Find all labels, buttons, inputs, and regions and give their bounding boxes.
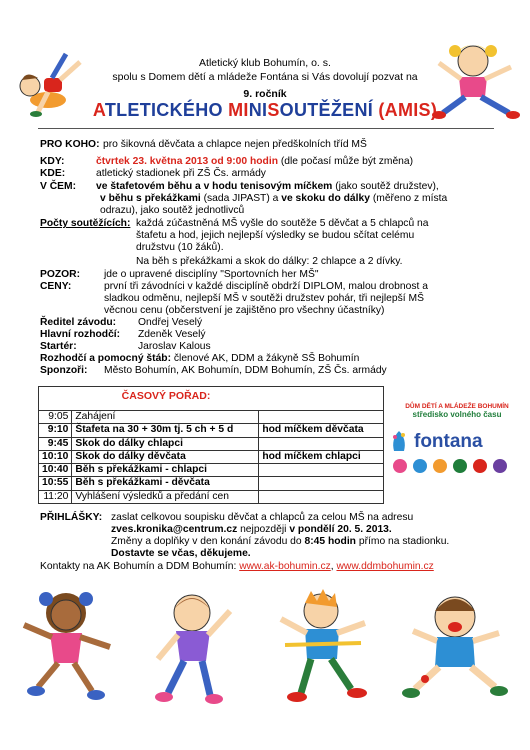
sponzori-text: Město Bohumín, AK Bohumín, DDM Bohumín, ZŠ Čs. armády [104, 365, 387, 376]
schedule-time: 9:45 [39, 437, 72, 450]
schedule-row [39, 464, 384, 477]
event-title [0, 100, 530, 121]
schedule-event: Štafeta na 30 + 30m tj. 5 ch + 5 d [72, 424, 259, 437]
schedule-time: 9:05 [39, 411, 72, 424]
hlavni-name: Zdeněk Veselý [138, 329, 206, 340]
hlavni-label: Hlavní rozhodčí: [40, 329, 121, 340]
title-part: OUTĚŽENÍ [279, 100, 374, 120]
logo-line1: DŮM DĚTÍ A MLÁDEŽE BOHUMÍN [405, 403, 509, 410]
organizer-line: Atletický klub Bohumín, o. s. [199, 57, 331, 69]
date-time: čtvrtek 23. května 2013 od 9:00 hodin [96, 156, 278, 167]
schedule-time: 11:20 [39, 490, 72, 503]
schedule-parallel: hod míčkem chlapci [259, 450, 384, 463]
starter-name: Jaroslav Kalous [138, 341, 211, 352]
schedule-time: 10:10 [39, 450, 72, 463]
schedule-row [39, 437, 384, 450]
logo-brand: fontana [414, 431, 483, 452]
title-part: MI [228, 100, 249, 120]
schedule-table [38, 410, 384, 504]
invite-line: spolu s Domem dětí a mládeže Fontána si Vás dovolují pozvat na [112, 71, 418, 83]
ceny-line3: věcnou cenu (občerstvení je zajištěno pro všechny účastníky) [104, 305, 385, 316]
vcem-line1: ve štafetovém běhu a v hodu tenisovým míčkem (jako soutěž družstev), [96, 181, 439, 192]
vcem-line3: odrazu), jako soutěž jednotlivců [100, 205, 245, 216]
kde-text: atletický stadionek při ZŠ Čs. armády [96, 168, 266, 179]
title-part: A [92, 100, 105, 120]
rozhodci-text: Rozhodčí a pomocný štáb: členové AK, DDM a žákyně SŠ Bohumín [40, 353, 360, 364]
pocty-line1: každá zúčastněná MŠ vyšle do soutěže 5 děvčat a 5 chlapců na [136, 218, 429, 229]
schedule-event: Vyhlášení výsledků a předání cen [72, 490, 259, 503]
title-part: (AMIS) [373, 100, 438, 120]
reditel-name: Ondřej Veselý [138, 317, 203, 328]
schedule-event: Skok do dálky děvčata [72, 450, 259, 463]
jumping-boy-clipart [140, 583, 250, 708]
schedule-event: Skok do dálky chlapci [72, 437, 259, 450]
pocty-line4: Na běh s překážkami a skok do dálky: 2 chlapce a 2 dívky. [136, 256, 403, 267]
vcem-label: V ČEM: [40, 181, 77, 192]
contacts-line: Kontakty na AK Bohumín a DDM Bohumín: www.ak-bohumin.cz, www.ddmbohumin.cz [40, 561, 434, 572]
schedule-row [39, 424, 384, 437]
ceny-line1: první tři závodníci v každé disciplíně obdrží DIPLOM, malou drobnost a [104, 281, 428, 292]
schedule-parallel [259, 437, 384, 450]
dancing-girl-clipart [14, 583, 119, 703]
fountain-icon [388, 429, 410, 455]
pocty-line2: štafetu a hod, jejich nejlepší výsledky se budou sčítat celému [136, 230, 415, 241]
schedule-row [39, 450, 384, 463]
sponzori-label: Sponzoři: [40, 365, 88, 376]
schedule-event: Zahájení [72, 411, 259, 424]
vcem-line2: v běhu s překážkami (sada JIPAST) a ve skoku do dálky (měřeno z místa [100, 193, 448, 204]
running-boy-clipart [265, 583, 380, 708]
header-divider [38, 128, 494, 129]
ceny-line2: sladkou odměnu, nejlepší MŠ v soutěži družstev pohár, tři nejlepší MŠ [104, 293, 424, 304]
pozor-text: jde o upravené disciplíny "Sportovních her MŠ" [104, 269, 319, 280]
schedule-event: Běh s překážkami - chlapci [72, 464, 259, 477]
kdy-text: čtvrtek 23. května 2013 od 9:00 hodin (dle počasí může být změna) [96, 156, 414, 167]
schedule-parallel [259, 464, 384, 477]
pozor-label: POZOR: [40, 269, 81, 280]
edition-label: 9. ročník [243, 88, 287, 100]
email-address[interactable]: zves.kronika@centrum.cz [111, 524, 238, 535]
prihlasky-label: PŘIHLÁŠKY: [40, 512, 103, 523]
logo-line2: středisko volného času [412, 410, 502, 419]
schedule-parallel [259, 490, 384, 503]
ddm-fontana-logo [388, 403, 526, 482]
prihlasky-line2: zves.kronika@centrum.cz nejpozději v pondělí 20. 5. 2013. [111, 524, 392, 535]
title-part: TLETICKÉHO [104, 100, 229, 120]
prihlasky-line3: Změny a doplňky v den konání závodu do 8:45 hodin přímo na stadionku. [111, 536, 450, 547]
prihlasky-line1: zaslat celkovou soupisku děvčat a chlapců za celou MŠ na adresu [111, 512, 414, 523]
pocty-label: Počty soutěžících: [40, 218, 131, 229]
schedule-row [39, 411, 384, 424]
schedule-parallel [259, 477, 384, 490]
kde-label: KDE: [40, 168, 66, 179]
schedule-parallel [259, 411, 384, 424]
schedule-event: Běh s překážkami - děvčata [72, 477, 259, 490]
schedule-time: 10:55 [39, 477, 72, 490]
kdy-label: KDY: [40, 156, 65, 167]
ak-website-link[interactable]: www.ak-bohumin.cz [239, 561, 331, 572]
schedule-time: 9:10 [39, 424, 72, 437]
schedule-row [39, 477, 384, 490]
activity-icons [388, 455, 518, 477]
schedule-time: 10:40 [39, 464, 72, 477]
schedule-row [39, 490, 384, 503]
schedule-title: ČASOVÝ POŘAD: [121, 390, 211, 402]
crying-boy-clipart [395, 583, 515, 708]
ddm-website-link[interactable]: www.ddmbohumin.cz [336, 561, 434, 572]
schedule-parallel: hod míčkem děvčata [259, 424, 384, 437]
pro-koho-label: PRO KOHO: [40, 139, 100, 150]
title-part: NI [248, 100, 268, 120]
pocty-line3: družstvu (10 žáků). [136, 242, 224, 253]
ceny-label: CENY: [40, 281, 72, 292]
prihlasky-line4: Dostavte se včas, děkujeme. [111, 548, 251, 559]
pro-koho-text: pro šikovná děvčata a chlapce nejen předškolních tříd MŠ [103, 139, 367, 150]
title-part: S [267, 100, 280, 120]
reditel-label: Ředitel závodu: [40, 317, 117, 328]
starter-label: Startér: [40, 341, 77, 352]
